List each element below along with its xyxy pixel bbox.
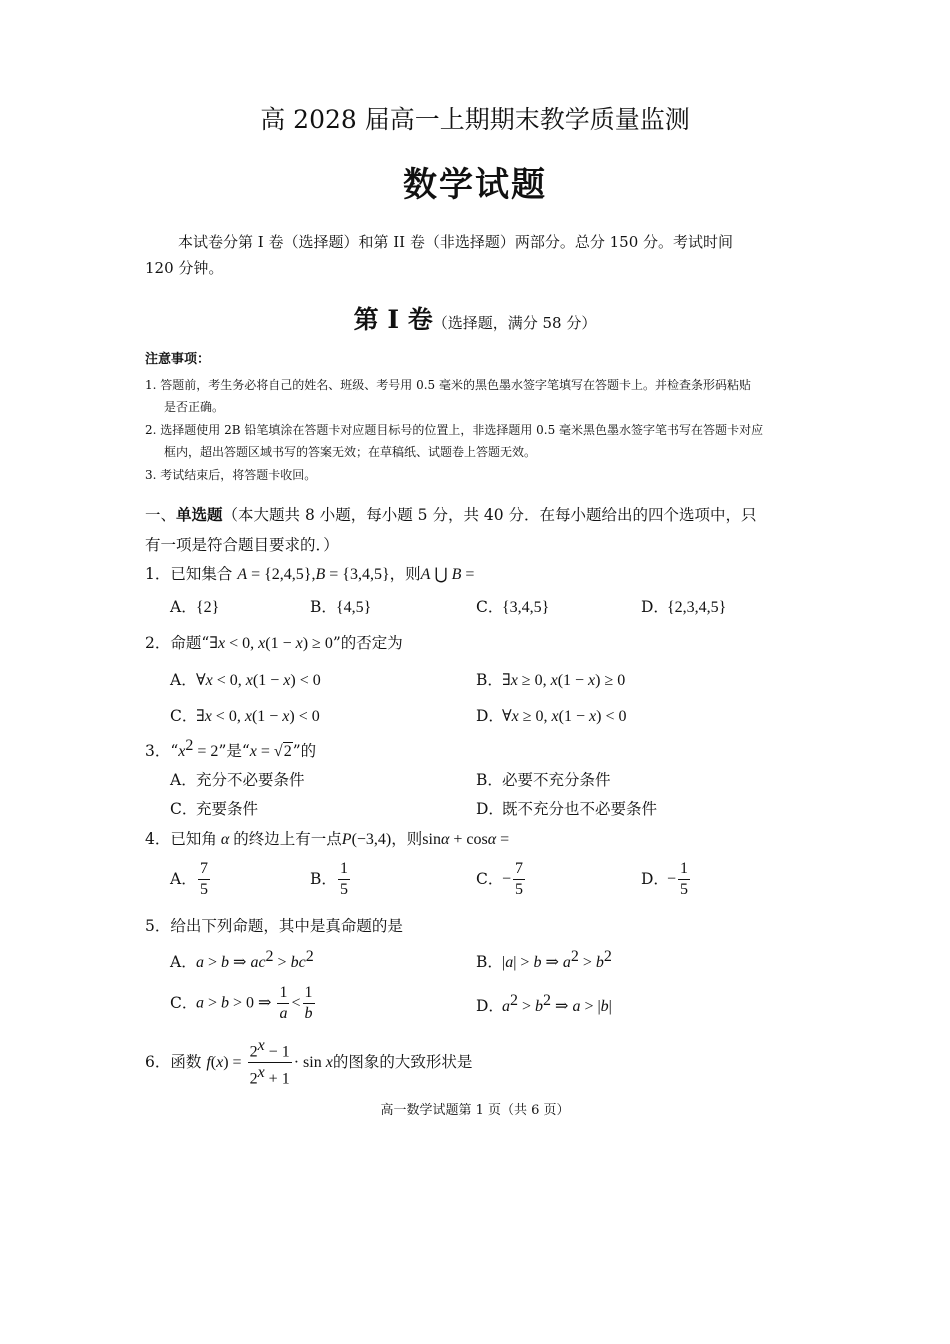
q2-option-d[interactable]: D．∀x ≥ 0, x(1 − x) < 0 — [476, 704, 626, 726]
question-1: 1．已知集合 A = {2,4,5},B = {3,4,5}，则A ⋃ B = — [145, 565, 475, 583]
q2-option-b[interactable]: B．∃x ≥ 0, x(1 − x) ≥ 0 — [476, 668, 625, 690]
q4-option-c[interactable]: C．− $\frac{7}{5}$ — [476, 860, 524, 898]
q5-option-c-label: C． — [170, 993, 198, 1012]
q2-option-b-label: B． — [476, 671, 503, 689]
q3-option-b-label: B． — [476, 771, 503, 789]
notice-item-1-cont: 是否正确。 — [164, 400, 225, 414]
q5-option-b-label: B． — [476, 953, 503, 972]
q4-prefix: 4．已知角 — [145, 830, 217, 848]
q1-option-c-label: C． — [476, 598, 504, 616]
q2-suffix: ”的否定为 — [332, 634, 403, 652]
q3-option-c[interactable] — [170, 797, 258, 819]
question-3: 3．“$x^2 = 2$”是“x = √2”的 — [145, 737, 317, 761]
q1-then: ，则 — [389, 565, 421, 583]
part1-desc: （本大题共 8 小题，每小题 5 分，共 40 分．在每小题给出的四个选项中，只 — [222, 506, 757, 524]
q1-option-d[interactable]: D．{2,3,4,5} — [641, 595, 726, 617]
q1-option-b[interactable]: B．{4,5} — [310, 595, 371, 617]
q3-option-c-text: 充要条件 — [196, 800, 259, 818]
q3-prefix: 3．“ — [145, 742, 179, 761]
q4-option-a-label: A． — [170, 869, 197, 888]
section-title-main: 第 Ⅰ 卷 — [353, 305, 433, 334]
q3-option-a[interactable] — [170, 768, 305, 790]
question-4: 4．已知角 α 的终边上有一点P(−3,4)，则sinα + cosα = — [145, 830, 510, 848]
q6-prefix: 6．函数 — [145, 1052, 202, 1071]
q5-option-d-label: D． — [476, 997, 504, 1016]
question-5: 5．给出下列命题，其中是真命题的是 — [145, 917, 403, 935]
q4-option-a[interactable]: A． $\frac{7}{5}$ — [170, 860, 208, 898]
q3-option-c-label: C． — [170, 800, 198, 818]
q1-option-b-label: B． — [310, 598, 337, 616]
q2-option-a[interactable]: A．∀x < 0, x(1 − x) < 0 — [170, 668, 321, 690]
q3-mid: ”是“ — [218, 742, 250, 761]
q1-prefix: 1．已知集合 — [145, 565, 233, 583]
q5-option-a-label: A． — [170, 953, 197, 972]
q4-option-b[interactable]: B． $\frac{1}{5}$ — [310, 860, 348, 898]
section-title — [0, 300, 950, 336]
q1-option-c[interactable]: C．{3,4,5} — [476, 595, 549, 617]
q3-option-b[interactable] — [476, 768, 611, 790]
q2-option-a-label: A． — [170, 671, 197, 689]
q1-option-a[interactable]: A．{2} — [170, 595, 219, 617]
part1-heading — [145, 503, 757, 525]
q2-option-d-label: D． — [476, 707, 504, 725]
q1-option-a-label: A． — [170, 598, 197, 616]
intro-line-1: 本试卷分第 I 卷（选择题）和第 II 卷（非选择题）两部分。总分 150 分。考试时间 — [178, 233, 734, 251]
q2-prefix: 2．命题“ — [145, 634, 210, 652]
q3-option-a-label: A． — [170, 771, 197, 789]
part1-desc-cont: 有一项是符合题目要求的．） — [145, 536, 339, 554]
section-title-sub: （选择题，满分 58 分） — [432, 314, 597, 332]
q3-suffix: ”的 — [292, 742, 317, 761]
q3-option-a-text: 充分不必要条件 — [196, 771, 305, 789]
q6-suffix: 的图象的大致形状是 — [332, 1052, 473, 1071]
q4-option-b-label: B． — [310, 869, 337, 888]
q5-option-b[interactable]: B．|a| > b ⇒ $a^2 > b^2$ — [476, 948, 612, 972]
q4-option-d-label: D． — [641, 869, 669, 888]
q3-option-d-text: 既不充分也不必要条件 — [502, 800, 658, 818]
q5-option-d[interactable]: D．$a^2 > b^2$ ⇒ a > |b| — [476, 992, 612, 1016]
q2-option-c[interactable]: C．∃x < 0, x(1 − x) < 0 — [170, 704, 320, 726]
exam-title: 数学试题 — [403, 165, 547, 205]
exam-subtitle: 高 2028 届高一上期期末教学质量监测 — [260, 105, 690, 134]
notice-item-2-cont: 框内，超出答题区域书写的答案无效；在草稿纸、试题卷上答题无效。 — [164, 445, 537, 459]
q3-option-d-label: D． — [476, 800, 504, 818]
q4-then: ，则 — [391, 830, 423, 848]
q2-option-c-label: C． — [170, 707, 198, 725]
q1-option-d-label: D． — [641, 598, 669, 616]
notice-item-1: 1. 答题前，考生务必将自己的姓名、班级、考号用 0.5 毫米的黑色墨水签字笔填写在答题卡上。并检查条形码粘贴 — [145, 378, 751, 392]
question-6: 6．函数 f(x) = $\frac{2^x - 1}{2^x + 1}$ · sin x的图象的大致形状是 — [145, 1037, 473, 1088]
notice-item-3: 3. 考试结束后，将答题卡收回。 — [145, 468, 317, 482]
q4-mid: 的终边上有一点 — [233, 830, 342, 848]
q5-option-a[interactable]: A．a > b ⇒ $ac^2 > bc^2$ — [170, 948, 314, 972]
notice-item-2: 2. 选择题使用 2B 铅笔填涂在答题卡对应题目标号的位置上，非选择题用 0.5 毫米黑色墨水签字笔书写在答题卡对应 — [145, 423, 764, 437]
page-footer: 高一数学试题第 1 页（共 6 页） — [380, 1103, 570, 1118]
part1-label: 一、 — [145, 506, 177, 524]
notice-heading: 注意事项： — [145, 352, 211, 367]
part1-title: 单选题 — [176, 506, 223, 524]
question-2: 2．命题“∃x < 0, x(1 − x) ≥ 0”的否定为 — [145, 634, 403, 652]
q3-option-d[interactable] — [476, 797, 657, 819]
q4-option-d[interactable]: D．− $\frac{1}{5}$ — [641, 860, 689, 898]
q4-option-c-label: C． — [476, 869, 504, 888]
intro-line-2: 120 分钟。 — [145, 259, 224, 277]
q3-option-b-text: 必要不充分条件 — [502, 771, 611, 789]
q5-option-c[interactable]: C．a > b > 0 ⇒ $\frac{1}{a}$ < $\frac{1}{b}$ — [170, 984, 313, 1022]
